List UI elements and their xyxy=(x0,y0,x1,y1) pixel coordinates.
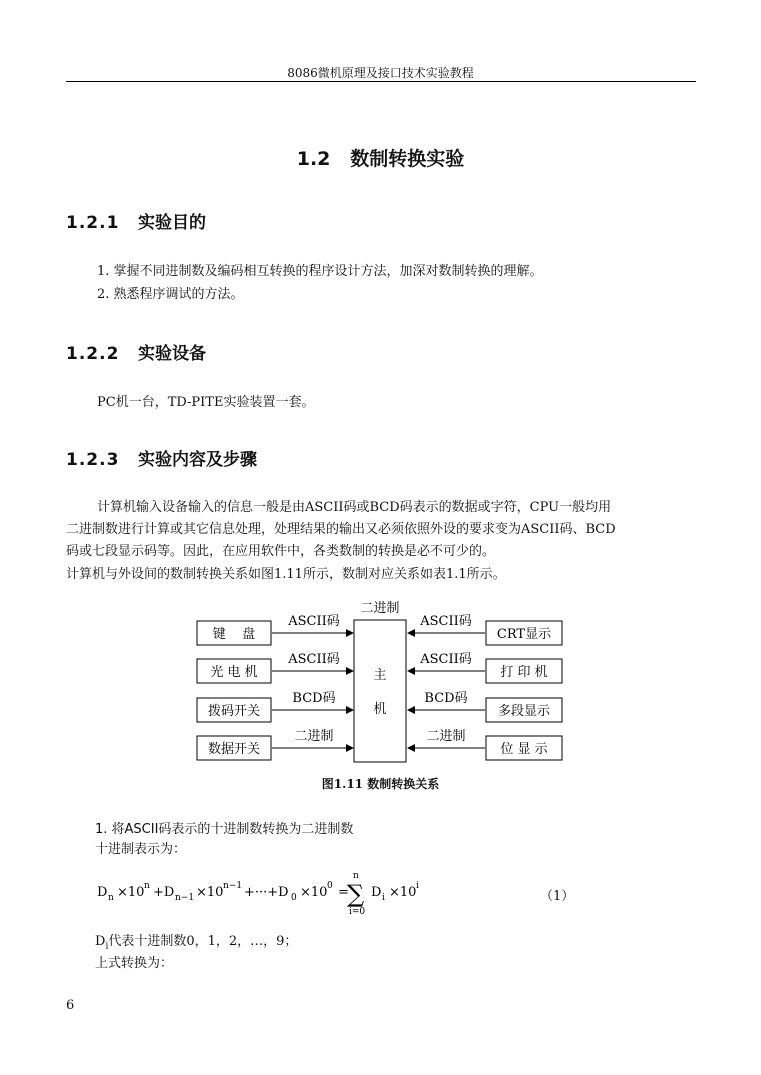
right-box-label-2: 打 印 机 xyxy=(500,665,548,680)
section-title-text: 数制转换实验 xyxy=(350,148,465,170)
note-text: 代表十进制数0，1，2，…，9； xyxy=(108,934,298,949)
svg-text:n: n xyxy=(353,871,359,881)
subsection-number: 1.2.1 xyxy=(66,213,120,233)
header-rule xyxy=(66,81,696,82)
purpose-item-1: 1. 掌握不同进制数及编码相互转换的程序设计方法，加深对数制转换的理解。 xyxy=(97,264,543,279)
right-box-label-3: 多段显示 xyxy=(497,704,551,719)
svg-text:D: D xyxy=(97,885,108,900)
subsection-heading-content xyxy=(66,445,257,470)
svg-text:n: n xyxy=(108,893,114,903)
content-paragraph-line-1: 计算机输入设备输入的信息一般是由ASCII码或BCD码表示的数据或字符，CPU一般均用 xyxy=(97,500,612,515)
page-number: 6 xyxy=(66,998,75,1013)
formula-number: （1） xyxy=(540,889,575,904)
running-header: 8086微机原理及接口技术实验教程 xyxy=(287,66,474,80)
section-title xyxy=(0,144,761,171)
left-box-label-2: 光 电 机 xyxy=(210,665,258,680)
right-arrow-label-3: BCD码 xyxy=(424,691,468,706)
left-box-label-1: 键 盘 xyxy=(212,627,256,642)
conversion-diagram xyxy=(190,596,572,772)
left-arrow-label-2: ASCII码 xyxy=(288,652,340,667)
svg-text:∑: ∑ xyxy=(347,880,365,908)
svg-text:D: D xyxy=(371,885,382,900)
subsection-title: 实验设备 xyxy=(138,344,206,364)
content-paragraph-line-3: 码或七段显示码等。因此，在应用软件中，各类数制的转换是必不可少的。 xyxy=(66,544,496,559)
svg-text:i: i xyxy=(382,893,385,903)
svg-text:+D: +D xyxy=(153,885,175,900)
svg-text:n−1: n−1 xyxy=(223,881,243,891)
subsection-heading-purpose xyxy=(66,208,206,233)
subsection-number: 1.2.2 xyxy=(66,344,120,364)
decimal-expansion-formula xyxy=(95,866,435,922)
content-paragraph-line-4: 计算机与外设间的数制转换关系如图1.11所示，数制对应关系如表1.1所示。 xyxy=(66,567,506,582)
svg-text:×10: ×10 xyxy=(196,885,224,900)
note-variable: D xyxy=(95,934,106,949)
svg-text:0: 0 xyxy=(291,893,297,903)
host-label-1: 主 xyxy=(373,668,387,683)
step-1-title: 1. 将ASCII码表示的十进制数转换为二进制数 xyxy=(95,822,354,837)
content-paragraph-line-2: 二进制数进行计算或其它信息处理，处理结果的输出又必须依照外设的要求变为ASCII码、BCD xyxy=(66,522,616,537)
right-arrow-label-4: 二进制 xyxy=(426,729,466,744)
section-number: 1.2 xyxy=(296,148,331,170)
svg-text:×10: ×10 xyxy=(117,885,145,900)
right-arrow-label-1: ASCII码 xyxy=(420,614,472,629)
left-arrow-label-3: BCD码 xyxy=(292,691,336,706)
center-top-label: 二进制 xyxy=(360,601,400,616)
left-arrow-label-1: ASCII码 xyxy=(288,614,340,629)
host-label-2: 机 xyxy=(373,702,387,717)
left-arrow-label-4: 二进制 xyxy=(294,729,334,744)
right-box-label-1: CRT显示 xyxy=(496,627,552,642)
purpose-item-2: 2. 熟悉程序调试的方法。 xyxy=(97,287,244,302)
svg-text:n−1: n−1 xyxy=(175,893,195,903)
svg-text:×10: ×10 xyxy=(389,885,417,900)
left-box-label-4: 数据开关 xyxy=(207,742,261,757)
svg-text:i=0: i=0 xyxy=(349,907,366,917)
svg-text:n: n xyxy=(144,881,150,891)
host-box xyxy=(354,620,406,762)
svg-text:×10: ×10 xyxy=(300,885,328,900)
figure-caption: 图1.11 数制转换关系 xyxy=(321,777,440,791)
left-box-label-3: 拨码开关 xyxy=(207,704,261,719)
subsection-heading-equipment xyxy=(66,339,206,364)
svg-text:+···+D: +···+D xyxy=(244,885,289,900)
step-1-after: 上式转换为： xyxy=(95,956,174,971)
right-arrow-label-2: ASCII码 xyxy=(420,652,472,667)
svg-text:0: 0 xyxy=(327,881,333,891)
svg-text:=: = xyxy=(338,885,349,900)
equipment-text: PC机一台，TD-PITE实验装置一套。 xyxy=(97,395,315,410)
subsection-title: 实验内容及步骤 xyxy=(138,450,257,470)
step-1-intro: 十进制表示为： xyxy=(95,842,187,857)
right-box-label-4: 位 显 示 xyxy=(500,742,548,757)
subsection-title: 实验目的 xyxy=(138,213,206,233)
svg-text:i: i xyxy=(416,881,419,891)
note-subscript: i xyxy=(105,941,109,952)
subsection-number: 1.2.3 xyxy=(66,450,120,470)
